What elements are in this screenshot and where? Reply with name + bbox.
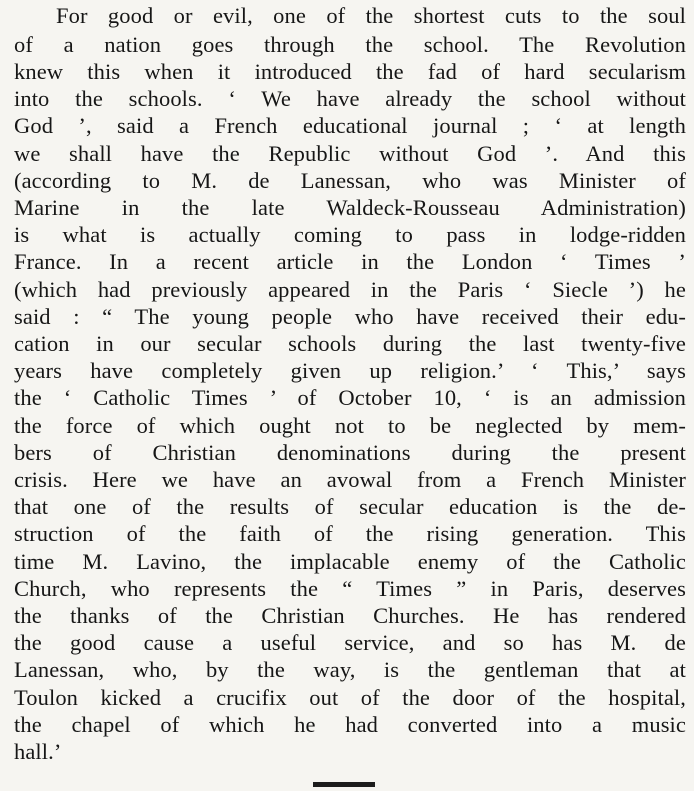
article-line: crisis. Here we have an avowal from a French Minister (14, 467, 686, 492)
article-line: (according to M. de Lanessan, who was Minister of (14, 168, 686, 193)
article-line: struction of the faith of the rising generation. This (14, 521, 686, 546)
article-line: Toulon kicked a crucifix out of the door of the hospital, (14, 685, 686, 710)
article-line: the ‘ Catholic Times ’ of October 10, ‘ is an admission (14, 385, 686, 410)
article-line: we shall have the Republic without God ’. And this (14, 141, 686, 166)
article-line: France. In a recent article in the London ‘ Times ’ (14, 249, 686, 274)
section-divider-rule (313, 782, 375, 787)
article-line: of a nation goes through the school. The Revolution (14, 32, 686, 57)
article-line: years have completely given up religion.’ ‘ This,’ says (14, 358, 686, 383)
article-line: into the schools. ‘ We have already the school without (14, 86, 686, 111)
article-line: Church, who represents the “ Times ” in Paris, deserves (14, 576, 686, 601)
article-line: bers of Christian denominations during the present (14, 440, 686, 465)
article-line: the force of which ought not to be neglected by mem- (14, 413, 686, 438)
article-line: knew this when it introduced the fad of hard secularism (14, 59, 686, 84)
article-line: cation in our secular schools during the last twenty-five (14, 331, 686, 356)
article-line: that one of the results of secular education is the de- (14, 494, 686, 519)
article-line: (which had previously appeared in the Paris ‘ Siecle ’) he (14, 277, 686, 302)
article-line: Marine in the late Waldeck-Rousseau Administration) (14, 195, 686, 220)
article-line: God ’, said a French educational journal ; ‘ at length (14, 113, 686, 138)
article-line: the good cause a useful service, and so has M. de (14, 630, 686, 655)
article-line: time M. Lavino, the implacable enemy of the Catholic (14, 549, 686, 574)
article-line: the thanks of the Christian Churches. He has rendered (14, 603, 686, 628)
article-line: said : “ The young people who have received their edu- (14, 304, 686, 329)
article-line: Lanessan, who, by the way, is the gentleman that at (14, 657, 686, 682)
article-line: is what is actually coming to pass in lodge-ridden (14, 222, 686, 247)
article-line: hall.’ (14, 739, 62, 764)
article-line: the chapel of which he had converted into a music (14, 712, 686, 737)
article-line: For good or evil, one of the shortest cuts to the soul (56, 3, 686, 28)
